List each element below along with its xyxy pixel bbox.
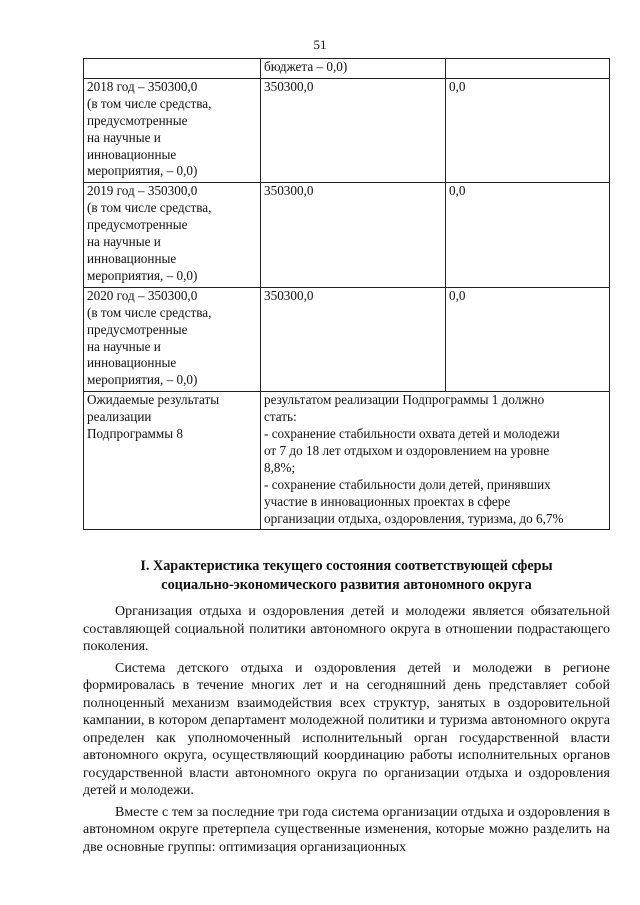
- table-cell-other: 0,0: [446, 183, 610, 287]
- table-cell: бюджета – 0,0): [261, 59, 446, 79]
- paragraph: Организация отдыха и оздоровления детей и молодежи является обязательной составляющей социальной политики автономного округа в отношении подрастающего поколения.: [83, 604, 610, 654]
- table-row-results: [84, 392, 610, 530]
- table-cell-amount: 350300,0: [261, 78, 446, 182]
- paragraph: Вместе с тем за последние три года система организации отдыха и оздоровления в автономном округе претерпела существенные изменения, которые можно разделить на две основные группы: оптимизация организационных: [83, 804, 610, 855]
- table-cell-year: 2020 год – 350300,0 (в том числе средства, предусмотренные на научные и инновационные мероприятия, – 0,0): [84, 287, 261, 391]
- table-cell-year: 2018 год – 350300,0 (в том числе средства, предусмотренные на научные и инновационные мероприятия, – 0,0): [84, 78, 261, 182]
- table-row-continuation: [84, 59, 610, 79]
- table-cell-other: 0,0: [446, 287, 610, 391]
- table-row-2020: [84, 287, 610, 391]
- table-cell-amount: 350300,0: [261, 183, 446, 287]
- table-cell-year: 2019 год – 350300,0 (в том числе средства, предусмотренные на научные и инновационные мероприятия, – 0,0): [84, 183, 261, 287]
- table-row-2019: [84, 183, 610, 287]
- paragraph: Система детского отдыха и оздоровления детей и молодежи в регионе формировалась в течение многих лет и на сегодняшний день представляет собой полноценный механизм взаимодействия всех структур, занятых в оздоровительной кампании, в котором департамент молодежной политики и туризма автономного округа определен как уполномоченный исполнительный орган государственной власти автономного округа, осуществляющий координацию работы исполнительных органов государственной власти автономного округа по организации отдыха и оздоровления детей и молодежи.: [83, 660, 610, 798]
- body-text: [83, 603, 610, 860]
- budget-table: [83, 58, 610, 530]
- table-cell: [84, 59, 261, 79]
- table-cell-other: 0,0: [446, 78, 610, 182]
- results-label: Ожидаемые результаты реализации Подпрограммы 8: [84, 392, 261, 530]
- table-cell-amount: 350300,0: [261, 287, 446, 391]
- table-cell: [446, 59, 610, 79]
- table-row-2018: [84, 78, 610, 182]
- results-text: результатом реализации Подпрограммы 1 должно стать: - сохранение стабильности охвата детей и молодежи от 7 до 18 лет отдыхом и оздоровлением на уровне 8,8%; - сохранение стабильности доли детей, принявших участие в инновационных проектах в сфере организации отдыха, оздоровления, туризма, до 6,7%: [261, 392, 610, 530]
- section-heading: I. Характеристика текущего состояния соответствующей сферы социально-экономического развития автономного округа: [140, 558, 553, 593]
- page-number: 51: [313, 37, 327, 52]
